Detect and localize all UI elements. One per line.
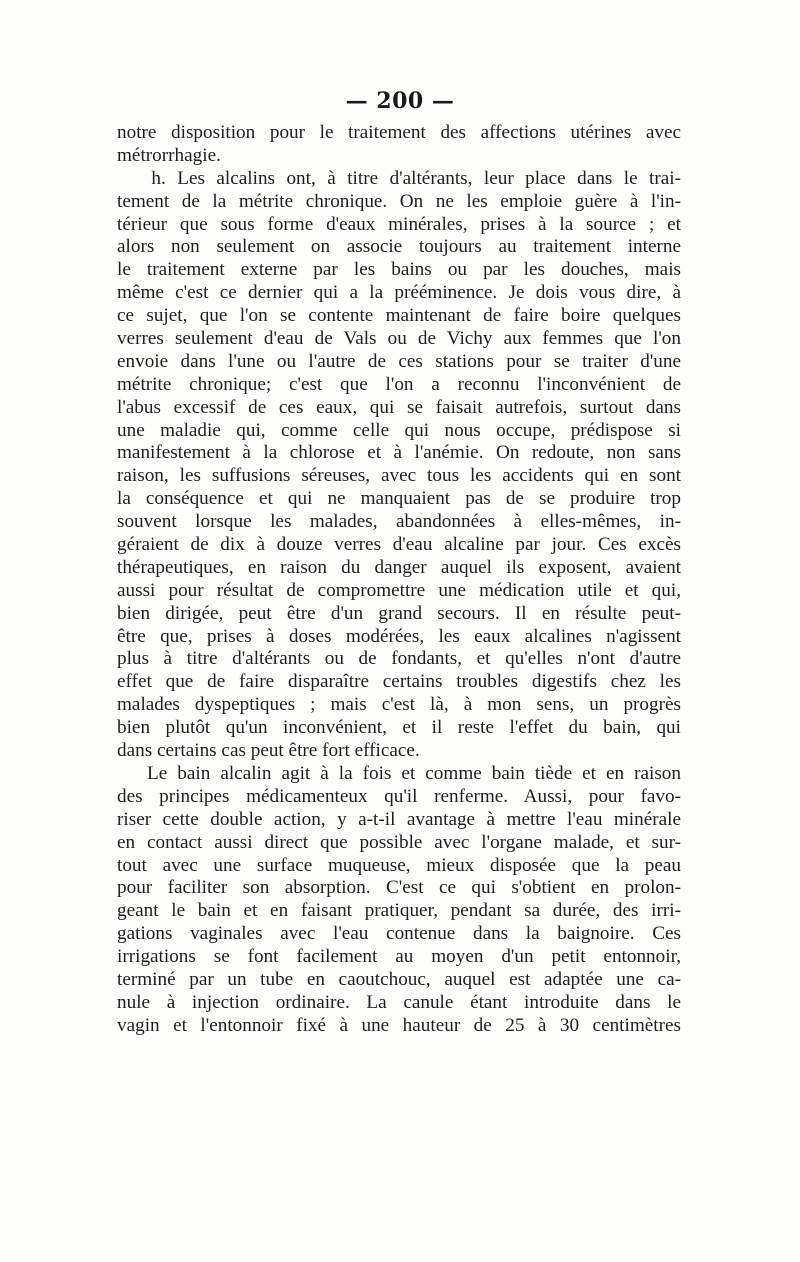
text-line: riser cette double action, y a-t-il avantage à mettre l'eau minérale bbox=[117, 808, 681, 830]
page-number: — 200 — bbox=[345, 88, 455, 114]
text-line: en contact aussi direct que possible avec l'organe malade, et sur- bbox=[117, 831, 681, 853]
text-line: tement de la métrite chronique. On ne les emploie guère à l'in- bbox=[117, 190, 681, 212]
text-line: aussi pour résultat de compromettre une médication utile et qui, bbox=[117, 579, 681, 601]
text-line: irrigations se font facilement au moyen d'un petit entonnoir, bbox=[117, 946, 681, 968]
text-line: vagin et l'entonnoir fixé à une hauteur de 25 à 30 centimètres bbox=[117, 1014, 681, 1036]
body-text bbox=[117, 122, 681, 1038]
text-line: métrorrhagie. bbox=[117, 144, 221, 166]
text-line: bien dirigée, peut être d'un grand secours. Il en résulte peut- bbox=[117, 602, 681, 624]
text-line: alors non seulement on associe toujours au traitement interne bbox=[117, 236, 681, 258]
text-line: l'abus excessif de ces eaux, qui se faisait autrefois, surtout dans bbox=[117, 396, 681, 418]
text-line: le traitement externe par les bains ou par les douches, mais bbox=[117, 259, 681, 281]
text-line: raison, les suffusions séreuses, avec tous les accidents qui en sont bbox=[117, 465, 681, 487]
text-line: manifestement à la chlorose et à l'anémie. On redoute, non sans bbox=[117, 442, 681, 464]
text-line: souvent lorsque les malades, abandonnées à elles-mêmes, in- bbox=[117, 511, 681, 533]
text-line: métrite chronique; c'est que l'on a reconnu l'inconvénient de bbox=[117, 373, 681, 395]
text-line: verres seulement d'eau de Vals ou de Vichy aux femmes que l'on bbox=[117, 328, 681, 350]
text-line: des principes médicamenteux qu'il renferme. Aussi, pour favo- bbox=[117, 785, 681, 807]
text-line: térieur que sous forme d'eaux minérales, prises à la source ; et bbox=[117, 213, 681, 235]
text-line: h. Les alcalins ont, à titre d'altérants, leur place dans le trai- bbox=[117, 167, 681, 189]
text-line: malades dyspeptiques ; mais c'est là, à mon sens, un progrès bbox=[117, 694, 681, 716]
text-line: même c'est ce dernier qui a la prééminence. Je dois vous dire, à bbox=[117, 282, 681, 304]
text-line: ce sujet, que l'on se contente maintenant de faire boire quelques bbox=[117, 305, 681, 327]
text-line: gations vaginales avec l'eau contenue dans la baignoire. Ces bbox=[117, 923, 681, 945]
text-line: terminé par un tube en caoutchouc, auquel est adaptée une ca- bbox=[117, 968, 681, 990]
text-line: pour faciliter son absorption. C'est ce qui s'obtient en prolon- bbox=[117, 877, 681, 899]
text-line: géraient de dix à douze verres d'eau alcaline par jour. Ces excès bbox=[117, 534, 681, 556]
text-line: effet que de faire disparaître certains troubles digestifs chez les bbox=[117, 671, 681, 693]
text-line: envoie dans l'une ou l'autre de ces stations pour se traiter d'une bbox=[117, 350, 681, 372]
text-line: nule à injection ordinaire. La canule étant introduite dans le bbox=[117, 991, 681, 1013]
text-line: être que, prises à doses modérées, les eaux alcalines n'agissent bbox=[117, 625, 681, 647]
text-line: tout avec une surface muqueuse, mieux disposée que la peau bbox=[117, 854, 681, 876]
text-line: Le bain alcalin agit à la fois et comme bain tiède et en raison bbox=[117, 762, 681, 784]
text-line: bien plutôt qu'un inconvénient, et il reste l'effet du bain, qui bbox=[117, 717, 681, 739]
text-line: thérapeutiques, en raison du danger auquel ils exposent, avaient bbox=[117, 556, 681, 578]
text-line: plus à titre d'altérants ou de fondants, et qu'elles n'ont d'autre bbox=[117, 648, 681, 670]
text-line: geant le bain et en faisant pratiquer, pendant sa durée, des irri- bbox=[117, 900, 681, 922]
text-line: notre disposition pour le traitement des affections utérines avec bbox=[117, 122, 681, 143]
text-line: une maladie qui, comme celle qui nous occupe, prédispose si bbox=[117, 419, 681, 441]
text-line: la conséquence et qui ne manquaient pas de se produire trop bbox=[117, 488, 681, 510]
text-line: dans certains cas peut être fort efficace. bbox=[117, 740, 420, 762]
